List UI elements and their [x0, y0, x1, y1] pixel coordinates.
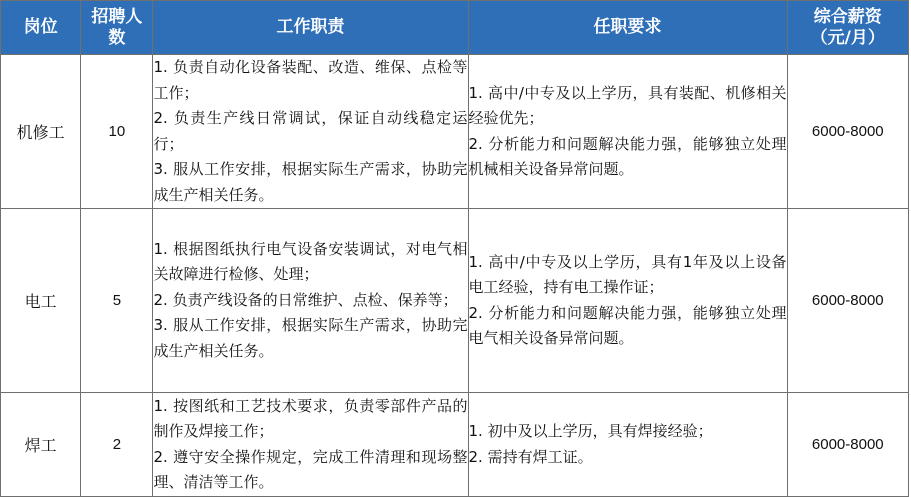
duty-item: 2. 遵守安全操作规定，完成工件清理和现场整理、清洁等工作。 [153, 447, 468, 491]
header-requirements: 任职要求 [468, 1, 787, 55]
duty-item: 1. 按图纸和工艺技术要求，负责零部件产品的制作及焊接工作； [153, 396, 468, 440]
requirements-cell [468, 55, 787, 209]
position-cell: 电工 [1, 209, 81, 393]
table-row [1, 55, 909, 209]
requirement-item: 2. 需持有焊工证。 [468, 447, 593, 466]
header-salary-line2: （元/月） [810, 27, 885, 48]
requirement-item: 2. 分析能力和问题解决能力强，能够独立处理机械相关设备异常问题。 [468, 134, 787, 178]
position-cell: 焊工 [1, 393, 81, 497]
duty-item: 1. 负责自动化设备装配、改造、维保、点检等工作； [153, 58, 468, 102]
duties-cell [153, 55, 468, 209]
requirements-cell [468, 393, 787, 497]
header-duties: 工作职责 [153, 1, 468, 55]
salary-cell: 6000-8000 [787, 55, 908, 209]
table-header-row [1, 1, 909, 55]
duty-item: 3. 服从工作安排，根据实际生产需求，协助完成生产相关任务。 [153, 160, 468, 204]
header-position: 岗位 [1, 1, 81, 55]
position-cell: 机修工 [1, 55, 81, 209]
duty-item: 2. 负责生产线日常调试，保证自动线稳定运行； [153, 109, 468, 153]
header-count-line2: 数 [108, 27, 126, 48]
duty-item: 1. 根据图纸执行电气设备安装调试，对电气相关故障进行检修、处理； [153, 239, 468, 284]
requirement-item: 1. 高中/中专及以上学历，具有装配、机修相关经验优先； [468, 83, 787, 127]
requirement-item: 1. 高中/中专及以上学历，具有1年及以上设备电工经验，持有电工操作证； [468, 252, 787, 296]
duties-cell [153, 209, 468, 393]
count-cell: 10 [81, 55, 153, 209]
header-count [81, 1, 153, 55]
header-count-line1: 招聘人 [91, 6, 143, 27]
count-cell: 2 [81, 393, 153, 497]
table-row [1, 393, 909, 497]
duty-item: 2. 负责产线设备的日常维护、点检、保养等； [153, 290, 458, 309]
salary-cell: 6000-8000 [787, 209, 908, 393]
requirement-item: 1. 初中及以上学历，具有焊接经验； [468, 422, 713, 440]
duty-item: 3. 服从工作安排，根据实际生产需求，协助完成生产相关任务。 [153, 316, 468, 360]
salary-cell: 6000-8000 [787, 393, 908, 497]
table-row [1, 209, 909, 393]
requirements-cell [468, 209, 787, 393]
header-salary-line1: 综合薪资 [813, 6, 882, 27]
count-cell: 5 [81, 209, 153, 393]
header-salary [787, 1, 908, 55]
duties-cell [153, 393, 468, 497]
requirement-item: 2. 分析能力和问题解决能力强，能够独立处理电气相关设备异常问题。 [468, 303, 787, 347]
